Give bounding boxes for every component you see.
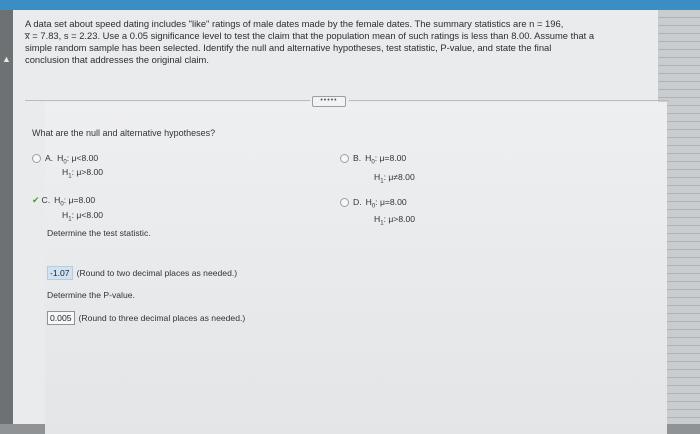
browser-top-bar [0, 0, 700, 10]
question-line: A data set about speed dating includes "like" ratings of male dates made by the female dates. The summary statistics are n = 196, [25, 18, 564, 29]
p-value-row [47, 311, 245, 325]
option-letter: D. [353, 197, 362, 207]
h1-value: μ>8.00 [76, 167, 104, 177]
option-c[interactable]: ✔ C. $H_0$: μ=8.00 [32, 195, 96, 208]
h1-value: μ≠8.00 [388, 172, 415, 182]
test-statistic-input[interactable]: -1.07 [47, 266, 73, 280]
h1-value: μ<8.00 [76, 210, 104, 220]
radio-a[interactable] [32, 154, 41, 163]
option-letter: B. [353, 153, 362, 163]
p-value-hint: (Round to three decimal places as needed.) [78, 313, 246, 323]
option-a[interactable]: A. $H_0$: μ<8.00 [32, 152, 98, 169]
expand-more-button[interactable]: ••••• [312, 96, 346, 107]
option-a-h1: $H_1$: μ>8.00 [62, 167, 104, 180]
h0-value: μ=8.00 [379, 197, 407, 207]
p-value-label: Determine the P-value. [47, 290, 135, 300]
checkmark-icon: ✔ [32, 195, 40, 205]
h0-value: μ<8.00 [71, 153, 99, 163]
question-panel [13, 10, 658, 424]
option-b-h1: $H_1$: μ≠8.00 [374, 172, 415, 185]
left-edge [0, 10, 13, 424]
test-statistic-row [47, 266, 237, 280]
option-c-h1: $H_1$: μ<8.00 [62, 210, 104, 223]
p-value-input[interactable]: 0.005 [47, 311, 75, 325]
question-text [25, 18, 665, 66]
divider [349, 100, 669, 101]
option-d[interactable]: D. $H_0$: μ=8.00 [340, 196, 407, 213]
option-d-h1: $H_1$: μ>8.00 [374, 214, 416, 227]
question-line: conclusion that addresses the original claim. [25, 54, 209, 65]
test-statistic-hint: (Round to two decimal places as needed.) [76, 268, 238, 278]
question-line: simple random sample has been selected. Identify the null and alternative hypotheses, test statistic, P-value, and state the final [25, 42, 552, 53]
hypotheses-prompt: What are the null and alternative hypotheses? [32, 128, 216, 138]
h1-value: μ>8.00 [388, 214, 416, 224]
question-line: x̅ = 7.83, s = 2.23. Use a 0.05 significance level to test the claim that the population mean of such ratings is less than 8.00. Assume that a [25, 30, 595, 41]
left-arrow-icon[interactable]: ▲ [2, 54, 11, 64]
option-b[interactable]: B. $H_0$: μ=8.00 [340, 152, 406, 169]
h0-value: μ=8.00 [68, 195, 96, 205]
divider [25, 100, 310, 101]
option-letter: C. [41, 195, 51, 205]
test-statistic-label: Determine the test statistic. [47, 228, 151, 238]
h0-value: μ=8.00 [379, 153, 407, 163]
radio-b[interactable] [340, 154, 349, 163]
radio-d[interactable] [340, 198, 349, 207]
option-letter: A. [45, 153, 54, 163]
